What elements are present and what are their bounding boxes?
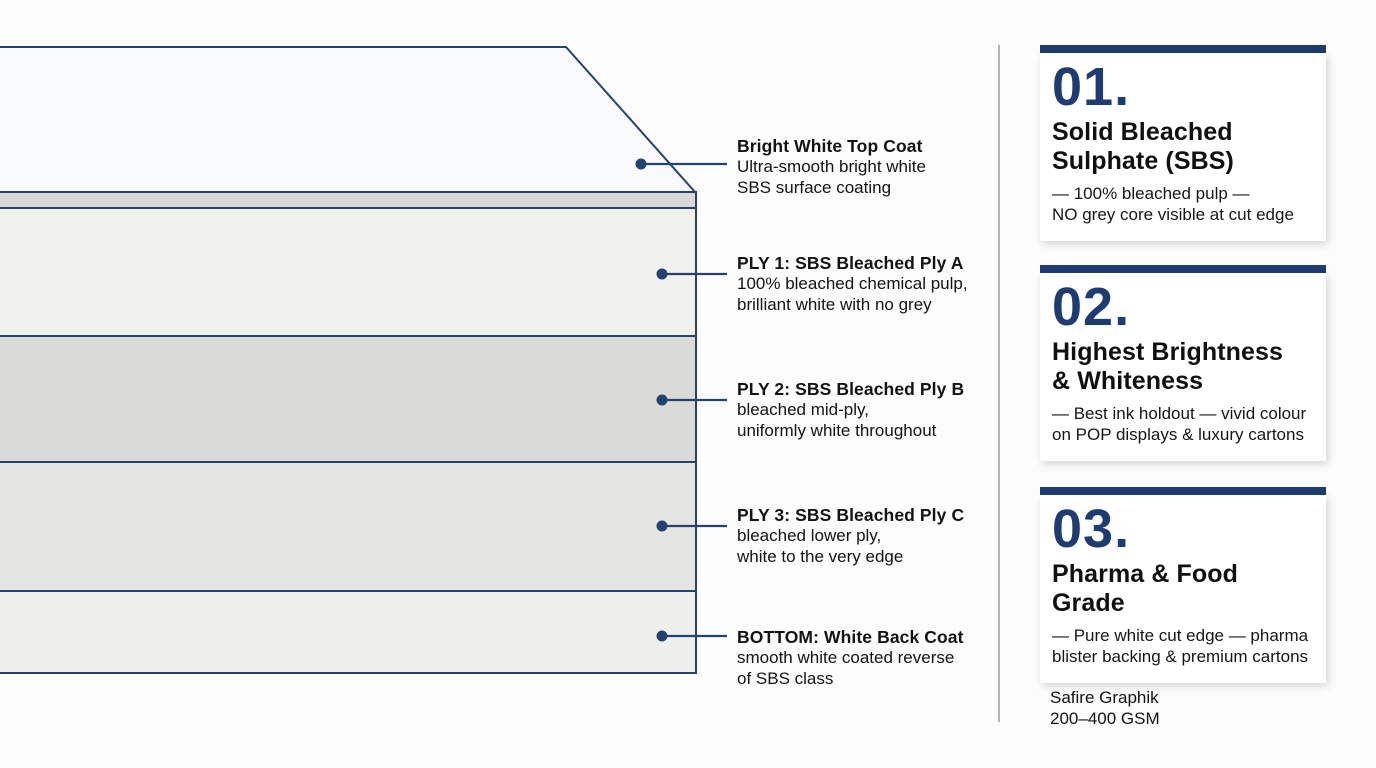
callout-back-coat bbox=[737, 627, 982, 689]
callout-line2: of SBS class bbox=[737, 668, 834, 688]
card-text bbox=[1052, 625, 1314, 667]
callout-line2: white to the very edge bbox=[737, 546, 904, 566]
callout-title: Bright White Top Coat bbox=[737, 136, 923, 156]
leader-dot-back-coat bbox=[657, 631, 668, 642]
leader-dot-ply-3 bbox=[657, 521, 668, 532]
product-label bbox=[1050, 687, 1160, 729]
card-accent-bar bbox=[1040, 45, 1326, 53]
product-name: Safire Graphik bbox=[1050, 688, 1159, 707]
card-title bbox=[1052, 118, 1314, 176]
callout-line1: 100% bleached chemical pulp, bbox=[737, 274, 968, 293]
card-body bbox=[1040, 495, 1326, 683]
callout-ply-1 bbox=[737, 253, 982, 315]
callout-line1: smooth white coated reverse bbox=[737, 648, 955, 667]
product-gsm-range: 200–400 GSM bbox=[1050, 709, 1160, 728]
callout-title: PLY 1: SBS Bleached Ply A bbox=[737, 253, 964, 273]
callout-ply-2 bbox=[737, 379, 982, 441]
card-text-line2: on POP displays & luxury cartons bbox=[1052, 424, 1304, 444]
card-text-line1: — Pure white cut edge — pharma bbox=[1052, 625, 1309, 645]
layer-ply-2 bbox=[0, 336, 696, 462]
callout-line1: bleached mid-ply, bbox=[737, 400, 869, 419]
card-text-line2: blister backing & premium cartons bbox=[1052, 646, 1309, 666]
card-title-line1: Pharma & Food Grade bbox=[1052, 559, 1239, 617]
card-title bbox=[1052, 338, 1314, 396]
layer-back-coat bbox=[0, 591, 696, 673]
card-accent-bar bbox=[1040, 487, 1326, 495]
callout-line1: Ultra-smooth bright white bbox=[737, 157, 926, 176]
card-text bbox=[1052, 403, 1314, 445]
card-number: 02. bbox=[1052, 277, 1131, 337]
layer-ply-1 bbox=[0, 208, 696, 336]
callout-title: PLY 2: SBS Bleached Ply B bbox=[737, 379, 965, 399]
layer-top-coat-strip bbox=[0, 192, 696, 208]
card-body bbox=[1040, 273, 1326, 461]
card-number: 01. bbox=[1052, 57, 1131, 117]
card-title-line2: Sulphate (SBS) bbox=[1052, 146, 1234, 175]
card-title-line1: Highest Brightness bbox=[1052, 337, 1283, 366]
callout-title: BOTTOM: White Back Coat bbox=[737, 627, 964, 647]
callout-line2: SBS surface coating bbox=[737, 177, 892, 197]
callout-line2: brilliant white with no grey bbox=[737, 294, 932, 314]
card-text-line2: NO grey core visible at cut edge bbox=[1052, 204, 1294, 224]
leader-dot-top-coat bbox=[636, 159, 647, 170]
callout-line1: bleached lower ply, bbox=[737, 526, 882, 545]
leader-dot-ply-1 bbox=[657, 269, 668, 280]
callout-top-coat bbox=[737, 136, 982, 198]
callout-ply-3 bbox=[737, 505, 982, 567]
card-title-line2: & Whiteness bbox=[1052, 366, 1204, 395]
layer-ply-3 bbox=[0, 462, 696, 591]
card-03-pharma bbox=[1040, 487, 1326, 683]
card-number: 03. bbox=[1052, 499, 1131, 559]
card-title bbox=[1052, 560, 1314, 618]
card-text-line1: — Best ink holdout — vivid colour bbox=[1052, 403, 1307, 423]
card-text-line1: — 100% bleached pulp — bbox=[1052, 183, 1250, 203]
layer-top-face bbox=[0, 47, 695, 192]
card-title-line1: Solid Bleached bbox=[1052, 117, 1233, 146]
callout-line2: uniformly white throughout bbox=[737, 420, 937, 440]
card-01-sbs bbox=[1040, 45, 1326, 241]
leader-dot-ply-2 bbox=[657, 395, 668, 406]
card-body bbox=[1040, 53, 1326, 241]
card-02-brightness bbox=[1040, 265, 1326, 461]
card-text bbox=[1052, 183, 1314, 225]
card-accent-bar bbox=[1040, 265, 1326, 273]
callout-title: PLY 3: SBS Bleached Ply C bbox=[737, 505, 965, 525]
